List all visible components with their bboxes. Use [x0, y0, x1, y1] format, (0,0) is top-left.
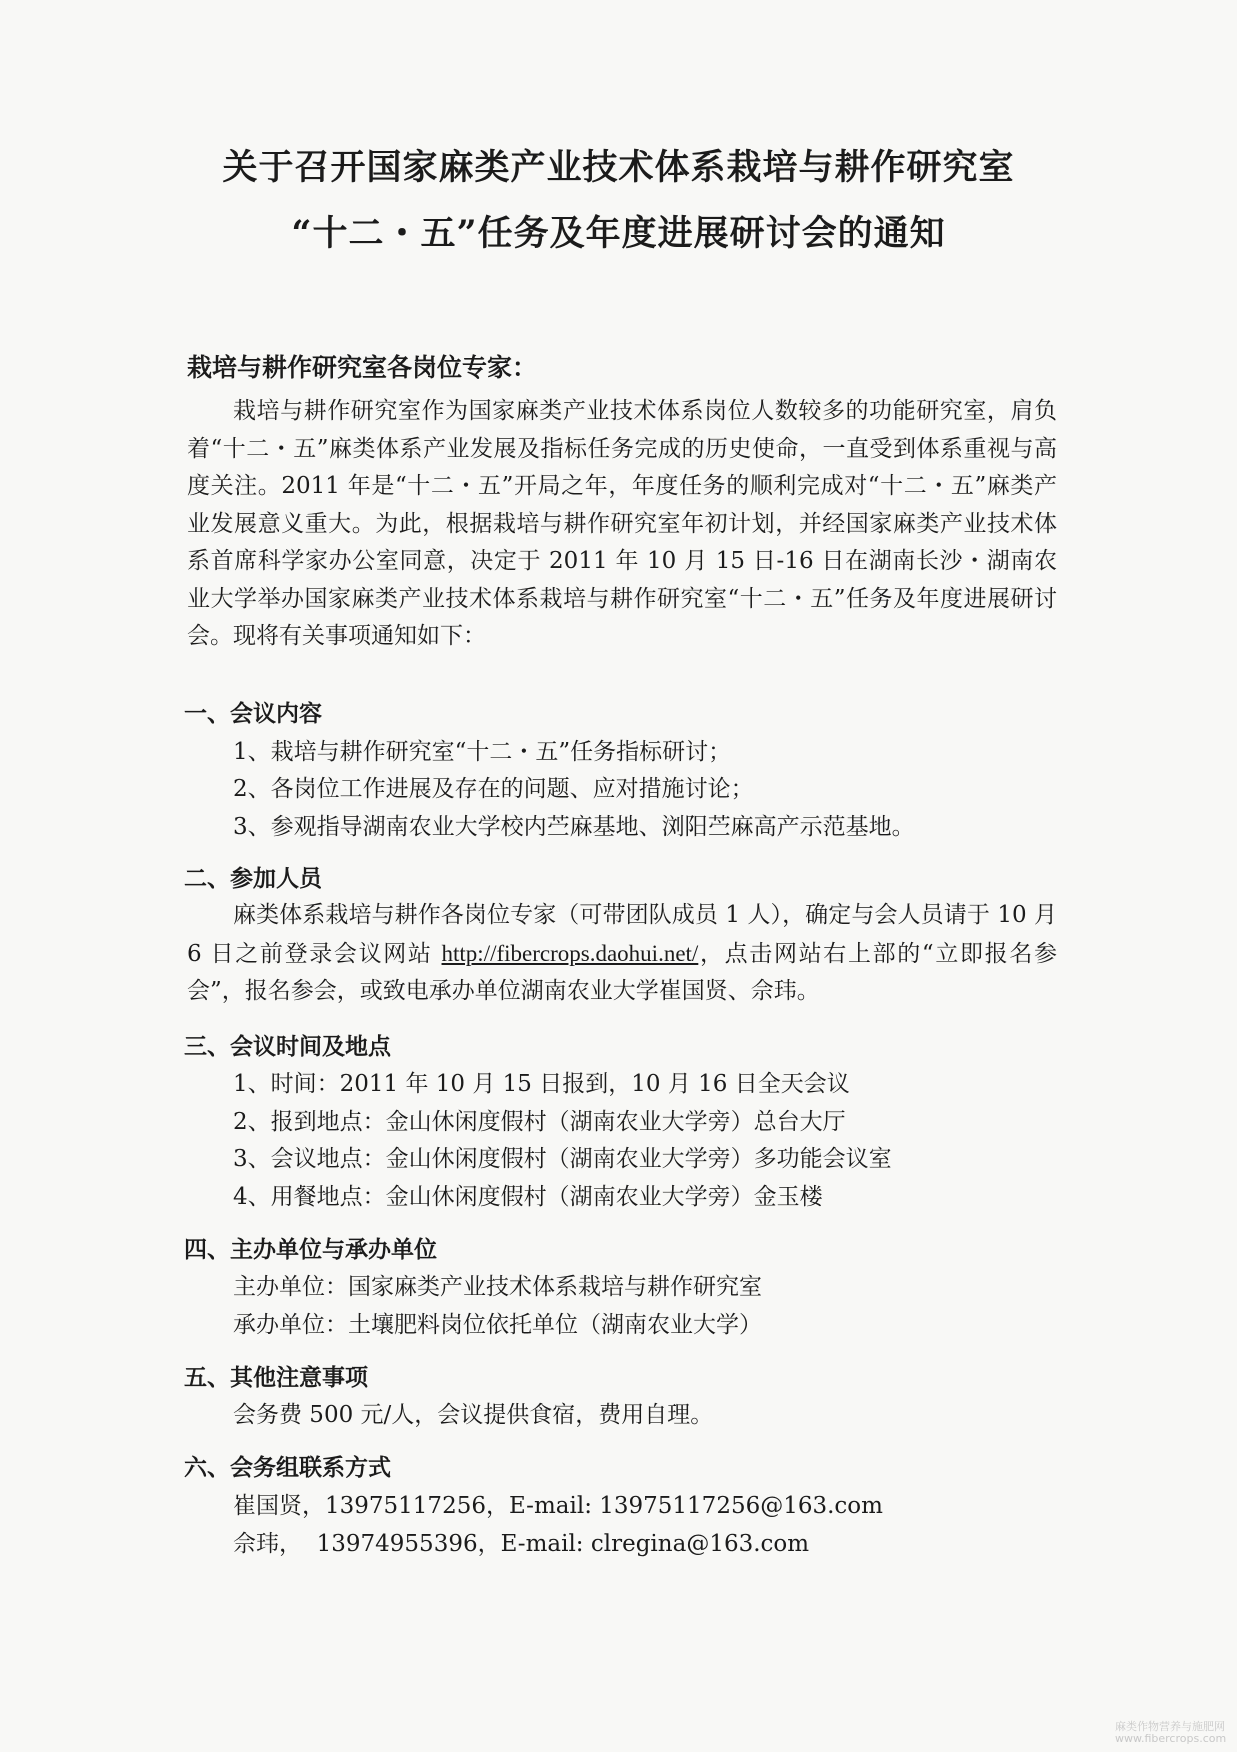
salutation: 栽培与耕作研究室各岗位专家：: [187, 353, 538, 382]
section-heading-contacts: 六、会务组联系方式: [184, 1454, 391, 1481]
intro-paragraph: 栽培与耕作研究室作为国家麻类产业技术体系岗位人数较多的功能研究室，肩负着“十二・五”麻类体系产业发展及指标任务完成的历史使命，一直受到体系重视与高度关注。2011 年是“十二・五”开局之年，年度任务的顺利完成对“十二・五”麻类产业发展意义重大。为此，根据栽培与耕作研究室年初计划，并经国家麻类产业技术体系首席科学家办公室同意，决定于 2011 年 10 月 15 日-16 日在湖南长沙・湖南农业大学举办国家麻类产业技术体系栽培与耕作研究室“十二・五”任务及年度进展研讨会。现将有关事项通知如下：: [187, 398, 1057, 649]
watermark-line1: 麻类作物营养与施肥网: [1115, 1719, 1225, 1733]
contact-item: 佘玮， 13974955396，E-mail: clregina@163.com: [233, 1531, 810, 1557]
list-item: 会务费 500 元/人，会议提供食宿，费用自理。: [233, 1402, 714, 1428]
participants-text-before: 麻类体系栽培与耕作各岗位专家（可带团队成员 1 人），确定与会人员请于 10 月 6 日之前登录会议网站: [187, 902, 1057, 967]
participants-text-after: ，点击网站右上部的“立即报名参会”，报名参会，或致电承办单位湖南农业大学崔国贤、佘玮。: [187, 940, 1057, 1004]
section-heading-notes: 五、其他注意事项: [184, 1364, 368, 1391]
list-item: 1、时间：2011 年 10 月 15 日报到，10 月 16 日全天会议: [233, 1071, 850, 1097]
document-title-line2: “十二・五”任务及年度进展研讨会的通知: [291, 213, 946, 254]
section-heading-participants: 二、参加人员: [184, 865, 322, 892]
site-watermark: [1115, 1721, 1225, 1746]
list-item: 3、会议地点：金山休闲度假村（湖南农业大学旁）多功能会议室: [233, 1146, 892, 1172]
list-item: 承办单位：土壤肥料岗位依托单位（湖南农业大学）: [233, 1312, 762, 1338]
document-title-line1: 关于召开国家麻类产业技术体系栽培与耕作研究室: [222, 147, 1015, 188]
section-heading-meeting-content: 一、会议内容: [184, 700, 322, 727]
watermark-line2: www.fibercrops.com: [1115, 1732, 1227, 1746]
participants-paragraph: [187, 897, 1057, 1011]
contact-item: 崔国贤，13975117256，E-mail: 13975117256@163.com: [233, 1493, 883, 1519]
list-item: 2、报到地点：金山休闲度假村（湖南农业大学旁）总台大厅: [233, 1109, 846, 1135]
section-heading-organizers: 四、主办单位与承办单位: [184, 1236, 437, 1263]
list-item: 2、各岗位工作进展及存在的问题、应对措施讨论；: [233, 776, 754, 802]
conference-website-link[interactable]: http://fibercrops.daohui.net/: [441, 940, 699, 966]
section-heading-time-place: 三、会议时间及地点: [184, 1033, 391, 1060]
list-item: 3、参观指导湖南农业大学校内苎麻基地、浏阳苎麻高产示范基地。: [233, 814, 915, 840]
list-item: 1、栽培与耕作研究室“十二・五”任务指标研讨；: [233, 739, 732, 765]
list-item: 主办单位：国家麻类产业技术体系栽培与耕作研究室: [233, 1274, 762, 1300]
list-item: 4、用餐地点：金山休闲度假村（湖南农业大学旁）金玉楼: [233, 1184, 823, 1210]
